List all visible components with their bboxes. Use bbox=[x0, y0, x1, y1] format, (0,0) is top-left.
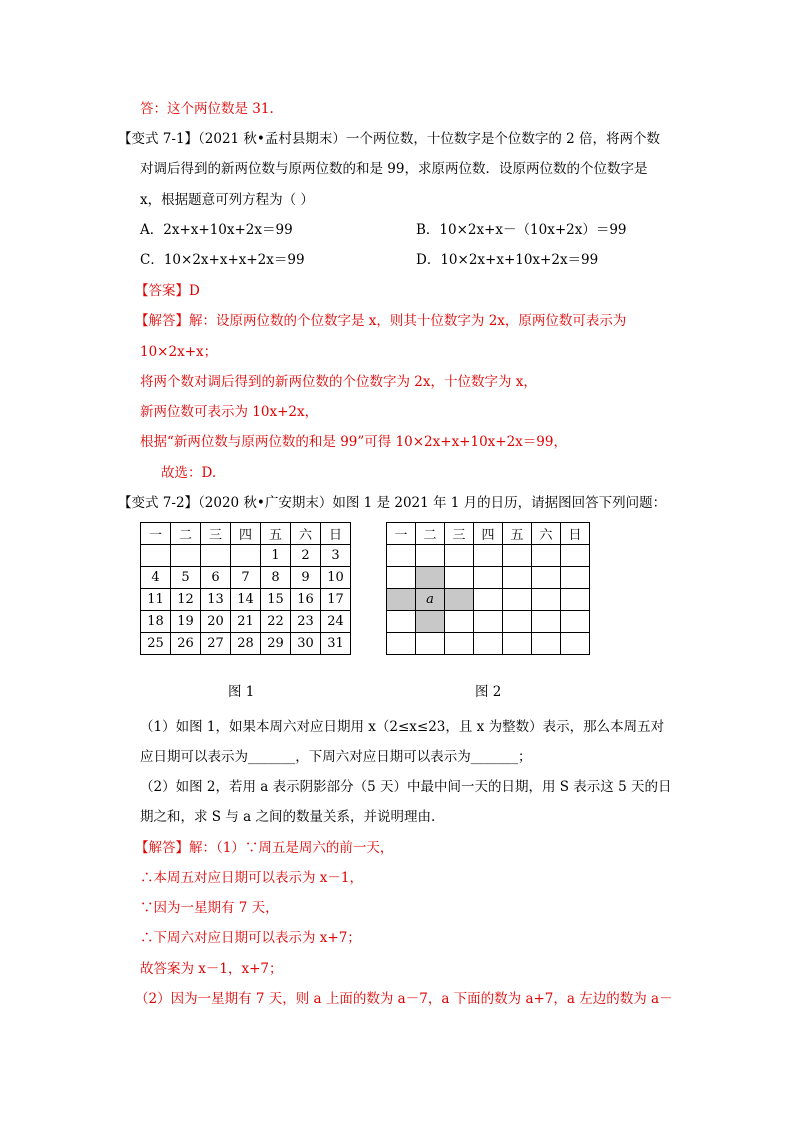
cal1-header-cell: 三 bbox=[201, 523, 231, 545]
cal2-cell bbox=[416, 633, 445, 655]
cal2-header-cell: 三 bbox=[445, 523, 474, 545]
solution2-line-5: 故答案为 x－1，x+7； bbox=[140, 961, 283, 977]
cal2-header-cell: 一 bbox=[387, 523, 416, 545]
cal2-cell bbox=[387, 567, 416, 589]
cal1-day-cell: 15 bbox=[261, 589, 291, 611]
cal1-day-cell: 9 bbox=[291, 567, 321, 589]
cal1-day-cell: 5 bbox=[171, 567, 201, 589]
cal2-cell bbox=[416, 545, 445, 567]
cal2-cell bbox=[503, 633, 532, 655]
solution-line-5: 根据“新两位数与原两位数的和是 99”可得 10×2x+x+10x+2x＝99， bbox=[140, 434, 567, 450]
cal1-day-cell: 30 bbox=[291, 633, 321, 655]
cal1-day-cell: 12 bbox=[171, 589, 201, 611]
calendar-figure-1 bbox=[140, 522, 351, 655]
solution-line-1: 【解答】解：设原两位数的个位数字是 x，则其十位数字为 2x，原两位数可表示为 bbox=[135, 313, 627, 329]
cal1-day-cell bbox=[201, 545, 231, 567]
cal2-cell bbox=[503, 545, 532, 567]
cal2-cell bbox=[474, 589, 503, 611]
solution2-line-3: ∵因为一星期有 7 天， bbox=[140, 900, 279, 916]
cal1-day-cell: 3 bbox=[321, 545, 351, 567]
question-1-line-1: （1）如图 1，如果本周六对应日期用 x（2≤x≤23，且 x 为整数）表示，那么本周五对 bbox=[140, 719, 665, 735]
answer-label: 【答案】D bbox=[135, 283, 200, 299]
cal2-cell bbox=[561, 633, 590, 655]
cal2-cell bbox=[445, 545, 474, 567]
cal1-day-cell: 14 bbox=[231, 589, 261, 611]
cal2-shaded-cell bbox=[387, 589, 416, 611]
option-b: B．10×2x+x－（10x+2x）＝99 bbox=[416, 222, 627, 238]
cal1-day-cell: 19 bbox=[171, 611, 201, 633]
cal1-day-cell: 24 bbox=[321, 611, 351, 633]
cal1-day-cell: 16 bbox=[291, 589, 321, 611]
cal1-day-cell bbox=[141, 545, 171, 567]
cal2-cell bbox=[474, 633, 503, 655]
cal2-cell bbox=[503, 611, 532, 633]
solution-line-6: 故选：D. bbox=[161, 465, 217, 481]
solution2-line-6: （2）因为一星期有 7 天，则 a 上面的数为 a－7，a 下面的数为 a+7，a 左边的数为 a－ bbox=[135, 991, 673, 1007]
cal1-day-cell: 25 bbox=[141, 633, 171, 655]
cal1-day-cell: 28 bbox=[231, 633, 261, 655]
cal1-day-cell: 4 bbox=[141, 567, 171, 589]
cal2-cell bbox=[503, 589, 532, 611]
cal2-cell bbox=[387, 545, 416, 567]
question-2-line-1: （2）如图 2，若用 a 表示阴影部分（5 天）中最中间一天的日期，用 S 表示这 5 天的日 bbox=[140, 779, 672, 795]
cal2-shaded-cell bbox=[445, 589, 474, 611]
cal2-cell bbox=[561, 545, 590, 567]
cal1-day-cell: 31 bbox=[321, 633, 351, 655]
variant-7-1-line-2: 对调后得到的新两位数与原两位数的和是 99，求原两位数．设原两位数的个位数字是 bbox=[140, 161, 648, 177]
solution-line-2: 10×2x+x； bbox=[140, 344, 218, 360]
cal1-header-cell: 日 bbox=[321, 523, 351, 545]
cal1-header-cell: 六 bbox=[291, 523, 321, 545]
cal2-shaded-cell bbox=[416, 611, 445, 633]
cal2-cell bbox=[445, 567, 474, 589]
question-2-line-2: 期之和，求 S 与 a 之间的数量关系，并说明理由. bbox=[140, 809, 436, 825]
cal2-cell bbox=[561, 611, 590, 633]
question-1-line-2: 应日期可以表示为_______，下周六对应日期可以表示为_______； bbox=[140, 749, 532, 765]
cal1-day-cell: 7 bbox=[231, 567, 261, 589]
variant-7-1-line-1: 【变式 7-1】（2021 秋•孟村县期末）一个两位数，十位数字是个位数字的 2 倍，将两个数 bbox=[118, 131, 661, 147]
calendar-figure-2 bbox=[386, 522, 590, 655]
cal2-cell bbox=[474, 567, 503, 589]
cal1-day-cell: 2 bbox=[291, 545, 321, 567]
cal1-day-cell: 20 bbox=[201, 611, 231, 633]
cal2-cell bbox=[503, 567, 532, 589]
cal2-shaded-center-cell bbox=[416, 589, 445, 611]
cal1-day-cell: 26 bbox=[171, 633, 201, 655]
cal1-day-cell: 8 bbox=[261, 567, 291, 589]
variant-7-1-line-3: x，根据题意可列方程为（ ） bbox=[140, 192, 314, 208]
option-d: D．10×2x+x+10x+2x＝99 bbox=[416, 252, 599, 268]
cal1-day-cell: 22 bbox=[261, 611, 291, 633]
cal1-day-cell bbox=[171, 545, 201, 567]
cal1-day-cell: 1 bbox=[261, 545, 291, 567]
solution-line-4: 新两位数可表示为 10x+2x， bbox=[140, 404, 319, 420]
cal1-day-cell: 21 bbox=[231, 611, 261, 633]
cal2-cell bbox=[445, 611, 474, 633]
cal2-cell bbox=[532, 545, 561, 567]
cal2-header-cell: 六 bbox=[532, 523, 561, 545]
cal2-cell bbox=[532, 611, 561, 633]
answer-line-31: 答：这个两位数是 31. bbox=[140, 101, 274, 117]
cal2-header-cell: 日 bbox=[561, 523, 590, 545]
cal1-day-cell bbox=[231, 545, 261, 567]
cal1-day-cell: 18 bbox=[141, 611, 171, 633]
cal1-day-cell: 10 bbox=[321, 567, 351, 589]
cal2-cell bbox=[474, 545, 503, 567]
cal2-header-cell: 四 bbox=[474, 523, 503, 545]
cal2-cell bbox=[532, 567, 561, 589]
cal2-cell bbox=[445, 633, 474, 655]
cal1-day-cell: 29 bbox=[261, 633, 291, 655]
cal1-day-cell: 17 bbox=[321, 589, 351, 611]
cal2-cell bbox=[474, 611, 503, 633]
cal2-cell bbox=[387, 633, 416, 655]
option-c: C．10×2x+x+x+2x＝99 bbox=[140, 252, 305, 268]
cal1-day-cell: 27 bbox=[201, 633, 231, 655]
option-a: A．2x+x+10x+2x＝99 bbox=[140, 222, 293, 238]
cal1-header-cell: 五 bbox=[261, 523, 291, 545]
cal1-day-cell: 13 bbox=[201, 589, 231, 611]
solution2-line-2: ∴本周五对应日期可以表示为 x－1， bbox=[140, 870, 363, 886]
cal2-cell bbox=[387, 611, 416, 633]
cal2-shaded-cell bbox=[416, 567, 445, 589]
variant-7-2-line-1: 【变式 7-2】（2020 秋•广安期末）如图 1 是 2021 年 1 月的日历，请据图回答下列问题： bbox=[118, 495, 667, 511]
cal2-header-cell: 五 bbox=[503, 523, 532, 545]
figure-2-caption: 图 2 bbox=[475, 684, 502, 700]
cal1-header-cell: 四 bbox=[231, 523, 261, 545]
cal1-day-cell: 11 bbox=[141, 589, 171, 611]
variable-a: a bbox=[426, 592, 434, 607]
cal2-cell bbox=[561, 589, 590, 611]
cal1-header-cell: 一 bbox=[141, 523, 171, 545]
cal2-cell bbox=[532, 589, 561, 611]
cal2-cell bbox=[532, 633, 561, 655]
cal1-day-cell: 23 bbox=[291, 611, 321, 633]
solution2-line-4: ∴下周六对应日期可以表示为 x+7； bbox=[140, 930, 361, 946]
cal1-header-cell: 二 bbox=[171, 523, 201, 545]
solution2-line-1: 【解答】解：（1）∵周五是周六的前一天， bbox=[135, 840, 394, 856]
figure-1-caption: 图 1 bbox=[228, 684, 255, 700]
cal2-cell bbox=[561, 567, 590, 589]
cal1-day-cell: 6 bbox=[201, 567, 231, 589]
solution-line-3: 将两个数对调后得到的新两位数的个位数字为 2x，十位数字为 x， bbox=[140, 374, 537, 390]
cal2-header-cell: 二 bbox=[416, 523, 445, 545]
